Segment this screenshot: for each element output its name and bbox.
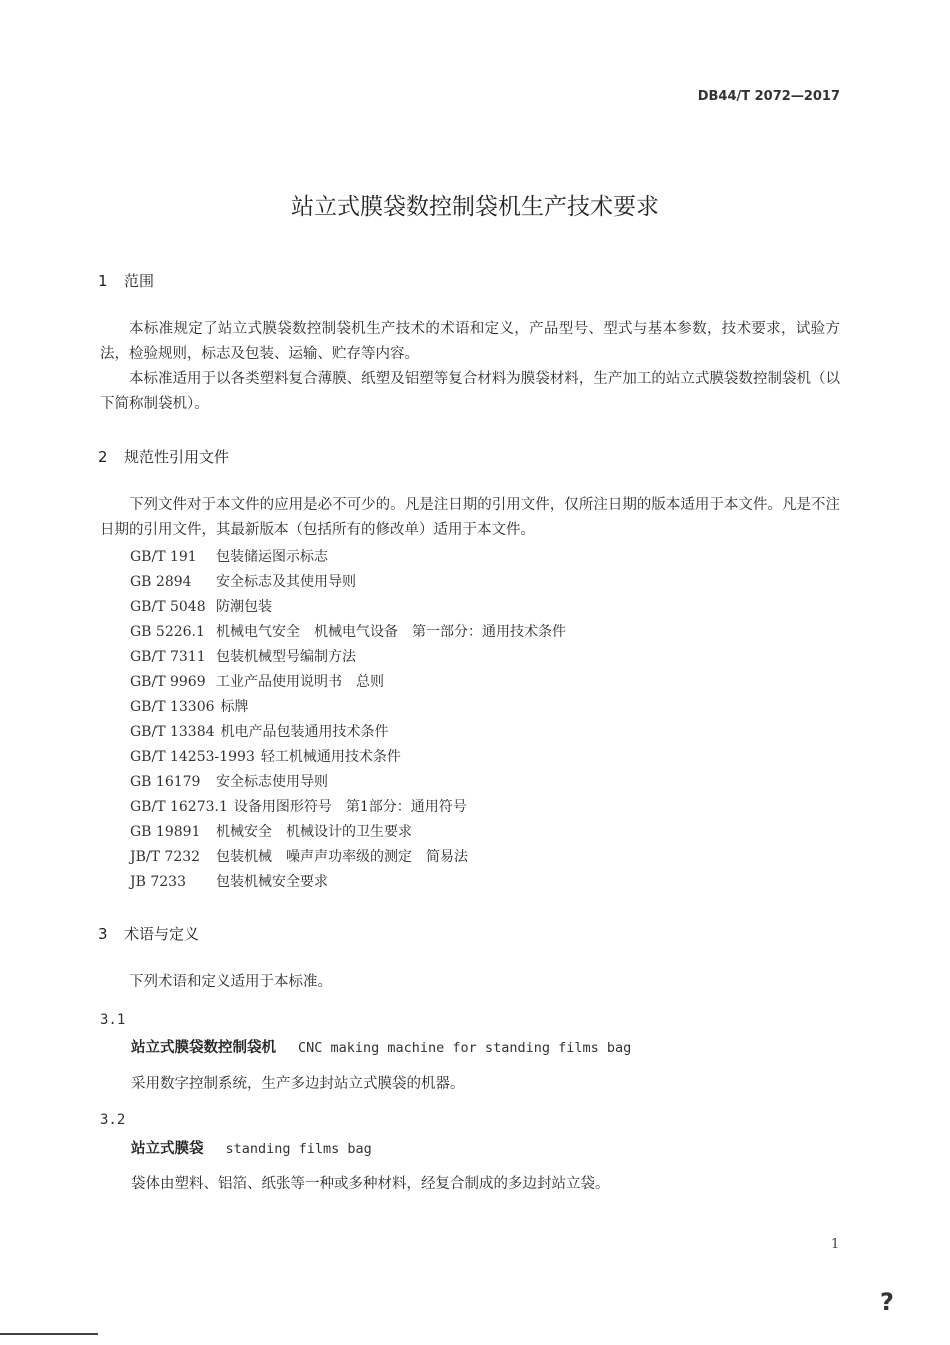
reference-code: GB/T 13384	[130, 724, 215, 740]
term-english: standing films bag	[225, 1141, 372, 1157]
term-definition: 采用数字控制系统，生产多边封站立式膜袋的机器。	[131, 1076, 465, 1092]
reference-item	[130, 795, 566, 820]
reference-item	[130, 845, 566, 870]
reference-title: 设备用图形符号 第1部分：通用符号	[233, 799, 467, 815]
scope-paragraph-1: 本标准规定了站立式膜袋数控制袋机生产技术的术语和定义，产品型号、型式与基本参数，技术要求，试验方法，检验规则，标志及包装、运输、贮存等内容。	[100, 321, 840, 362]
standard-code: DB44/T 2072—2017	[697, 89, 840, 104]
term-heading	[131, 1036, 631, 1057]
reference-title: 轻工机械通用技术条件	[260, 749, 401, 765]
reference-title: 包装机械型号编制方法	[216, 649, 356, 665]
reference-item	[130, 670, 566, 695]
section-number: 1	[98, 272, 108, 290]
reference-item	[130, 720, 566, 745]
bottom-rule	[0, 1333, 98, 1335]
section-2-heading	[98, 446, 229, 467]
reference-title: 工业产品使用说明书 总则	[216, 674, 384, 690]
reference-title: 包装机械 噪声声功率级的测定 简易法	[216, 849, 468, 865]
reference-code: GB/T 16273.1	[130, 799, 228, 815]
reference-item	[130, 645, 566, 670]
reference-code: GB 2894	[130, 574, 192, 590]
reference-code: GB 5226.1	[130, 624, 205, 640]
reference-code: JB 7233	[130, 874, 186, 890]
references-intro: 下列文件对于本文件的应用是必不可少的。凡是注日期的引用文件，仅所注日期的版本适用于本文件。凡是不注日期的引用文件，其最新版本（包括所有的修改单）适用于本文件。	[100, 497, 840, 538]
reference-code: GB 16179	[130, 774, 201, 790]
reference-code: GB/T 7311	[130, 649, 206, 665]
term-definition: 袋体由塑料、铝箔、纸张等一种或多种材料，经复合制成的多边封站立袋。	[131, 1176, 610, 1192]
section-3-heading	[98, 923, 199, 944]
section-number: 3	[98, 925, 108, 943]
term-number: 3.2	[100, 1112, 126, 1128]
reference-item	[130, 695, 566, 720]
term-heading	[131, 1137, 372, 1158]
reference-title: 包装机械安全要求	[216, 874, 328, 890]
reference-code: GB/T 9969	[130, 674, 206, 690]
reference-title: 机械电气安全 机械电气设备 第一部分：通用技术条件	[216, 624, 566, 640]
term-chinese: 站立式膜袋数控制袋机	[131, 1040, 276, 1056]
page-number: 1	[831, 1237, 840, 1252]
reference-title: 标牌	[220, 699, 249, 715]
reference-item	[130, 620, 566, 645]
document-title: 站立式膜袋数控制袋机生产技术要求	[291, 194, 659, 220]
reference-title: 包装储运图示标志	[216, 549, 328, 565]
reference-code: GB/T 191	[130, 549, 197, 565]
reference-title: 安全标志及其使用导则	[216, 574, 356, 590]
reference-title: 机电产品包装通用技术条件	[220, 724, 389, 740]
section-1-heading	[98, 270, 154, 291]
term-english: CNC making machine for standing films bag	[298, 1040, 632, 1056]
reference-code: GB 19891	[130, 824, 201, 840]
reference-item	[130, 570, 566, 595]
reference-title: 安全标志使用导则	[216, 774, 328, 790]
corner-mark: ?	[880, 1288, 894, 1316]
reference-item	[130, 745, 566, 770]
section-title: 范围	[124, 272, 155, 290]
terms-intro: 下列术语和定义适用于本标准。	[129, 974, 332, 990]
reference-item	[130, 820, 566, 845]
reference-code: GB/T 5048	[130, 599, 206, 615]
section-title: 术语与定义	[124, 925, 200, 943]
normative-reference-list	[130, 545, 566, 895]
reference-item	[130, 870, 566, 895]
reference-code: GB/T 14253-1993	[130, 749, 255, 765]
term-chinese: 站立式膜袋	[131, 1141, 204, 1157]
reference-code: JB/T 7232	[130, 849, 201, 865]
reference-code: GB/T 13306	[130, 699, 215, 715]
reference-item	[130, 595, 566, 620]
scope-paragraph-2: 本标准适用于以各类塑料复合薄膜、纸塑及铝塑等复合材料为膜袋材料，生产加工的站立式膜袋数控制袋机（以下简称制袋机）。	[100, 371, 840, 412]
term-number: 3.1	[100, 1012, 126, 1028]
section-number: 2	[98, 448, 108, 466]
section-title: 规范性引用文件	[124, 448, 230, 466]
reference-title: 机械安全 机械设计的卫生要求	[216, 824, 412, 840]
reference-title: 防潮包装	[216, 599, 272, 615]
reference-item	[130, 545, 566, 570]
reference-item	[130, 770, 566, 795]
